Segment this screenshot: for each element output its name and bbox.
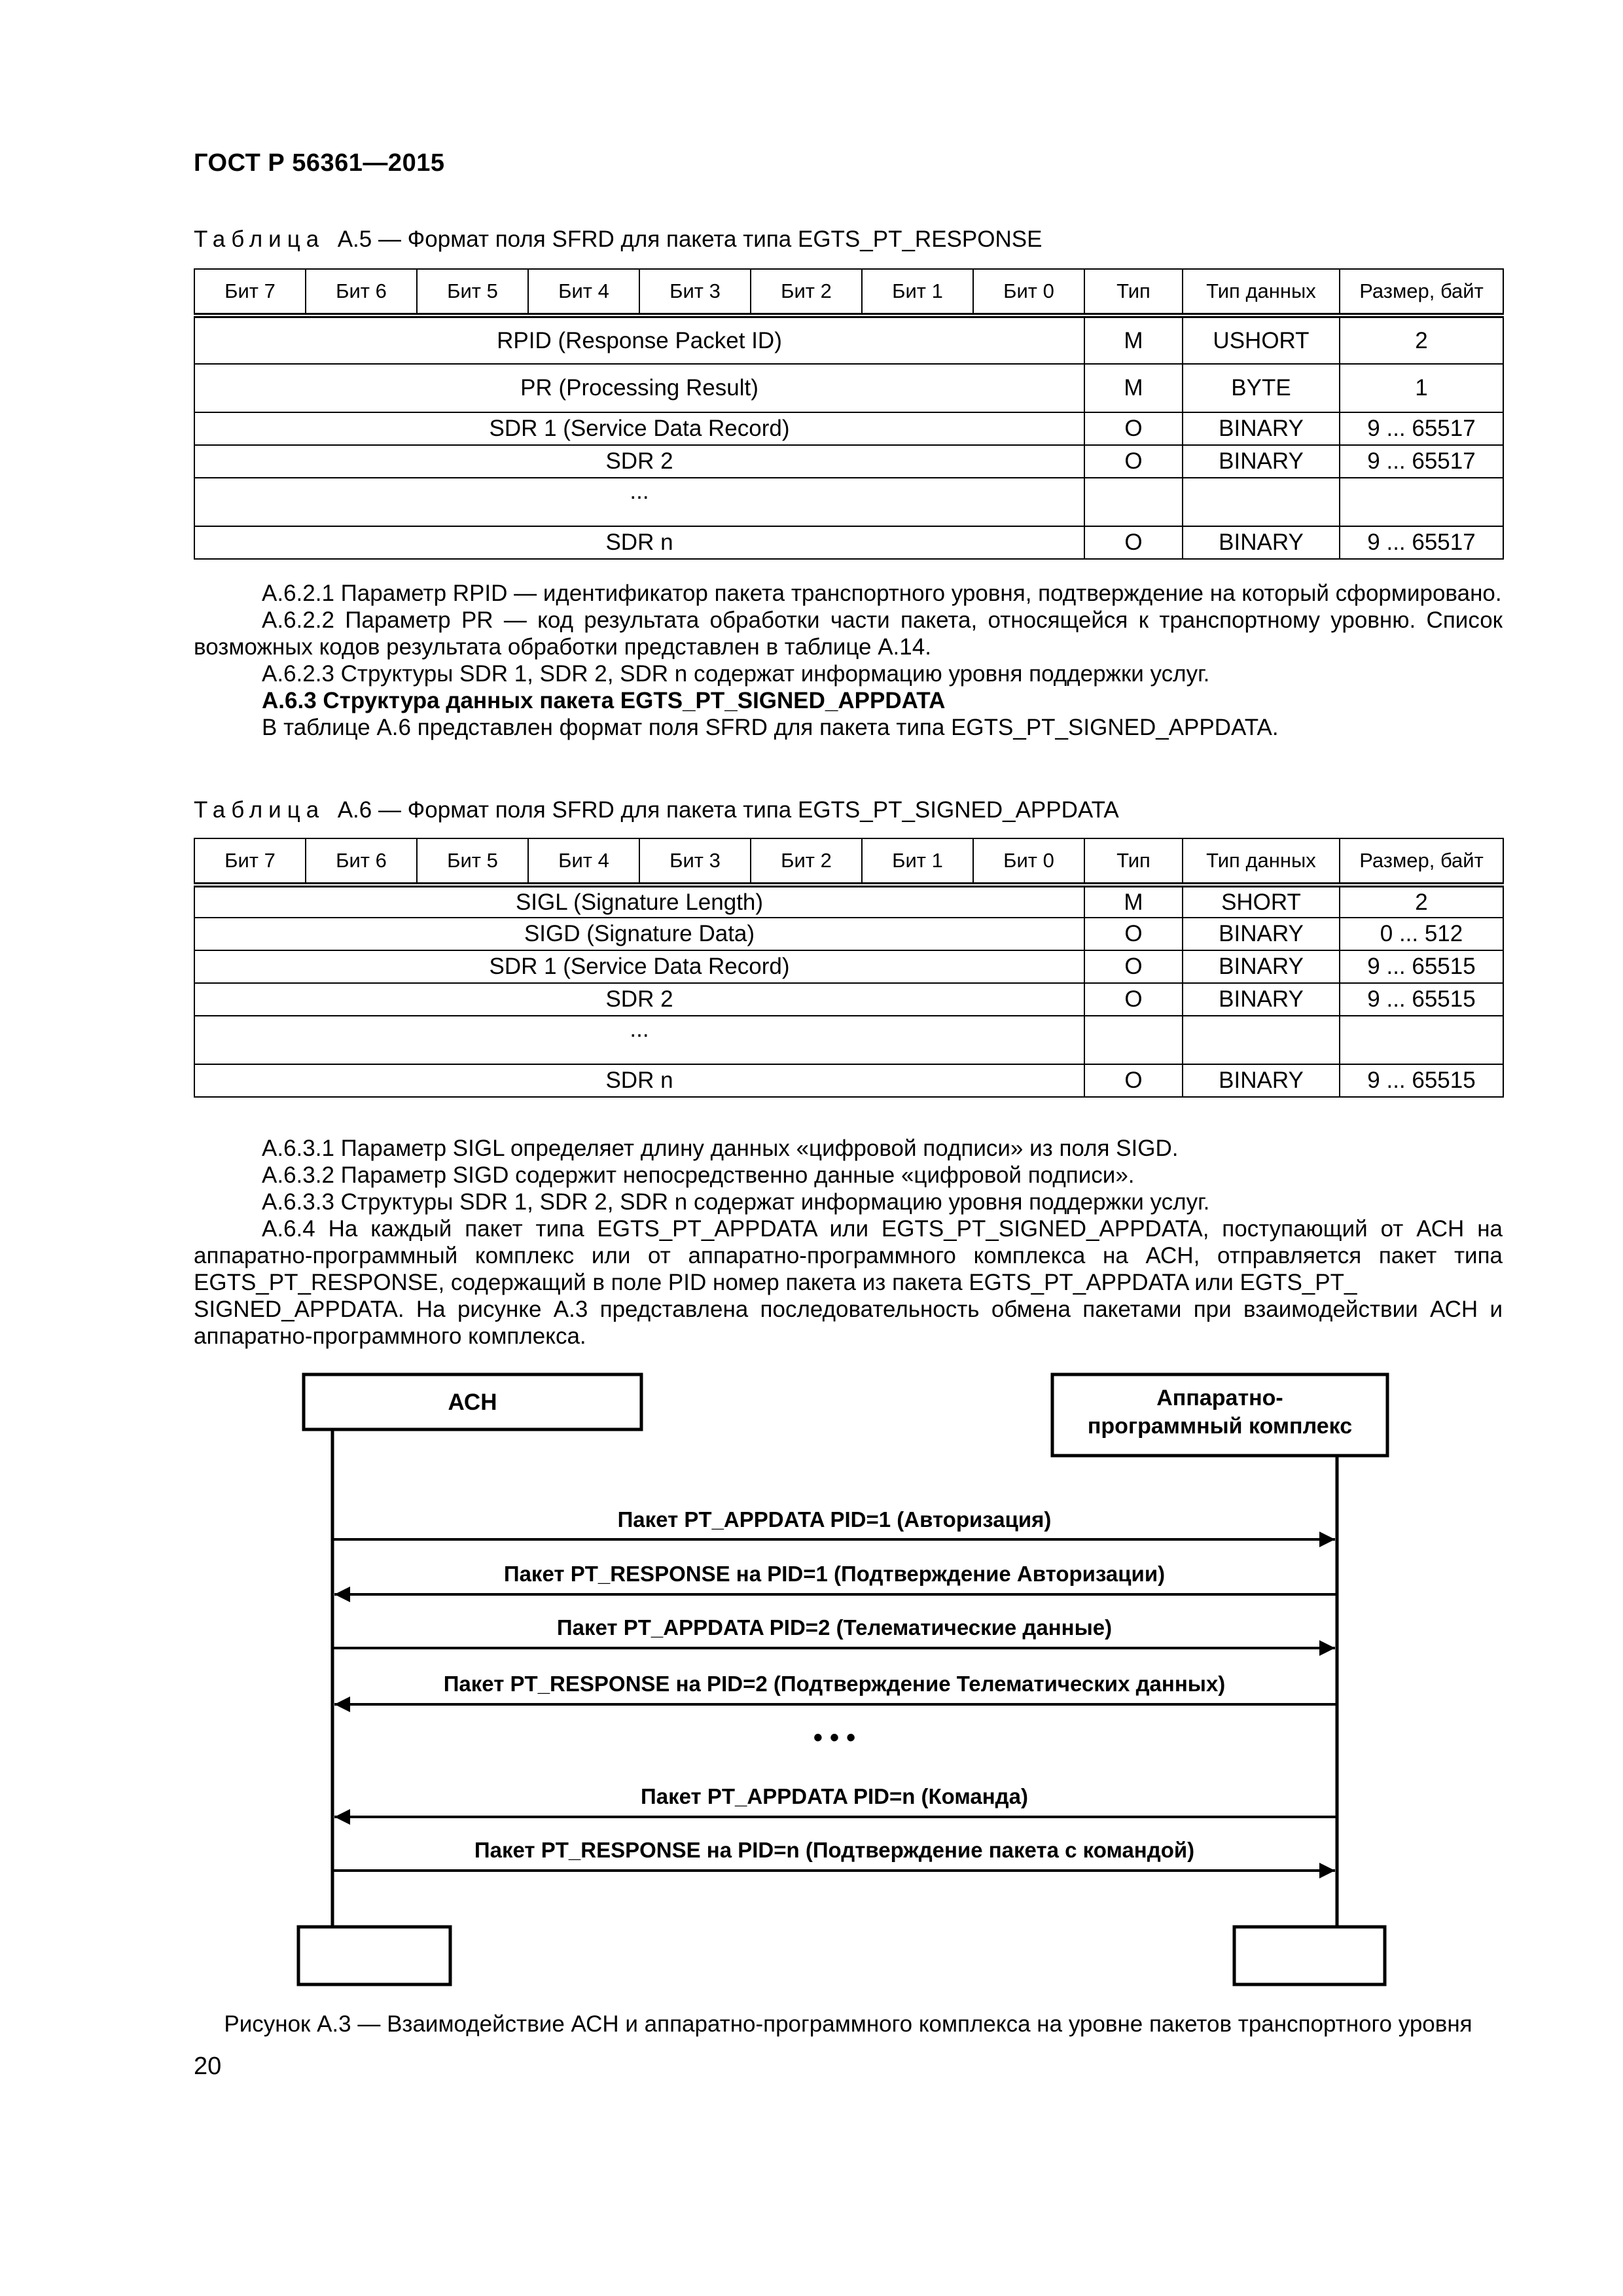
type-cell: O bbox=[1084, 445, 1183, 478]
table-header-cell: Бит 4 bbox=[528, 269, 639, 315]
field-cell: PR (Processing Result) bbox=[194, 364, 1084, 412]
table-header-cell: Бит 3 bbox=[639, 838, 751, 885]
paragraph: А.6.2.2 Параметр PR — код результата обработки части пакета, относящейся к транспортному уровню. Список возможных кодов результата обработки представлен в таблице А.14. bbox=[194, 607, 1503, 660]
size-cell: 2 bbox=[1340, 885, 1503, 918]
table-header-cell: Бит 2 bbox=[751, 269, 862, 315]
right-actor-label-line1: Аппаратно- bbox=[1156, 1386, 1283, 1410]
table-header-cell: Размер, байт bbox=[1340, 838, 1503, 885]
data-type-cell: BINARY bbox=[1183, 918, 1340, 950]
paragraph: А.6.2.3 Структуры SDR 1, SDR 2, SDR n содержат информацию уровня поддержки услуг. bbox=[262, 661, 1210, 687]
paragraph: А.6.3.2 Параметр SIGD содержит непосредственно данные «цифровой подписи». bbox=[262, 1162, 1135, 1188]
type-cell: O bbox=[1084, 412, 1183, 445]
table-header-cell: Бит 0 bbox=[973, 269, 1084, 315]
table-a6-caption-text: А.6 — Формат поля SFRD для пакета типа EGTS_PT_SIGNED_APPDATA bbox=[337, 797, 1119, 823]
data-type-cell: BINARY bbox=[1183, 412, 1340, 445]
field-cell: SDR 1 (Service Data Record) bbox=[194, 412, 1084, 445]
field-cell: ... bbox=[194, 1016, 1084, 1064]
paragraph: А.6.3.1 Параметр SIGL определяет длину данных «цифровой подписи» из поля SIGD. bbox=[262, 1136, 1179, 1161]
size-cell: 9 ... 65515 bbox=[1340, 983, 1503, 1016]
size-cell: 9 ... 65515 bbox=[1340, 950, 1503, 983]
table-header-cell: Бит 6 bbox=[306, 269, 417, 315]
table-a5-caption-label: Таблица bbox=[194, 226, 325, 252]
table-header-cell: Тип bbox=[1084, 838, 1183, 885]
type-cell: O bbox=[1084, 918, 1183, 950]
table-header-cell: Бит 4 bbox=[528, 838, 639, 885]
size-cell: 9 ... 65517 bbox=[1340, 412, 1503, 445]
ellipsis-marker: • • • bbox=[813, 1723, 856, 1752]
size-cell: 0 ... 512 bbox=[1340, 918, 1503, 950]
table-header-cell: Бит 2 bbox=[751, 838, 862, 885]
message-label: Пакет PT_RESPONSE на PID=n (Подтверждение пакета с командой) bbox=[474, 1838, 1195, 1862]
type-cell: M bbox=[1084, 885, 1183, 918]
data-type-cell: BINARY bbox=[1183, 1064, 1340, 1097]
left-terminal-box bbox=[298, 1927, 450, 1984]
size-cell: 9 ... 65517 bbox=[1340, 445, 1503, 478]
paragraph: В таблице А.6 представлен формат поля SFRD для пакета типа EGTS_PT_SIGNED_APPDATA. bbox=[262, 715, 1279, 740]
table-header-cell: Тип данных bbox=[1183, 838, 1340, 885]
document-header: ГОСТ Р 56361—2015 bbox=[194, 149, 445, 177]
table-header-cell: Бит 5 bbox=[417, 269, 528, 315]
table-header-cell: Бит 6 bbox=[306, 838, 417, 885]
table-header-cell: Бит 3 bbox=[639, 269, 751, 315]
table-header-cell: Бит 1 bbox=[862, 838, 973, 885]
table-header-cell: Бит 0 bbox=[973, 838, 1084, 885]
field-cell: ... bbox=[194, 478, 1084, 526]
left-actor-label: АСН bbox=[448, 1390, 497, 1415]
table-a6-caption-label: Таблица bbox=[194, 797, 325, 823]
field-cell: SIGD (Signature Data) bbox=[194, 918, 1084, 950]
message-label: Пакет PT_APPDATA PID=2 (Телематические данные) bbox=[556, 1615, 1113, 1640]
table-a5-caption-text: А.5 — Формат поля SFRD для пакета типа EGTS_PT_RESPONSE bbox=[337, 226, 1043, 252]
message-label: Пакет PT_APPDATA PID=1 (Авторизация) bbox=[617, 1507, 1052, 1532]
data-type-cell: SHORT bbox=[1183, 885, 1340, 918]
paragraph: А.6.3.3 Структуры SDR 1, SDR 2, SDR n содержат информацию уровня поддержки услуг. bbox=[262, 1189, 1210, 1215]
table-header-cell: Бит 1 bbox=[862, 269, 973, 315]
data-type-cell: BINARY bbox=[1183, 445, 1340, 478]
type-cell: O bbox=[1084, 526, 1183, 559]
right-terminal-box bbox=[1234, 1927, 1385, 1984]
field-cell: SDR 2 bbox=[194, 983, 1084, 1016]
section-heading: А.6.3 Структура данных пакета EGTS_PT_SIGNED_APPDATA bbox=[262, 688, 946, 713]
table-header-cell: Бит 7 bbox=[194, 269, 306, 315]
table-header-cell: Бит 7 bbox=[194, 838, 306, 885]
field-cell: SDR 1 (Service Data Record) bbox=[194, 950, 1084, 983]
message-label: Пакет PT_RESPONSE на PID=1 (Подтверждение Авторизации) bbox=[503, 1562, 1166, 1586]
type-cell: O bbox=[1084, 950, 1183, 983]
data-type-cell: USHORT bbox=[1183, 315, 1340, 364]
paragraph: А.6.2.1 Параметр RPID — идентификатор пакета транспортного уровня, подтверждение на который сформировано. bbox=[262, 581, 1502, 606]
right-actor-label-line2: программный комплекс bbox=[1087, 1414, 1353, 1439]
page-number: 20 bbox=[194, 2053, 222, 2080]
type-cell: M bbox=[1084, 315, 1183, 364]
size-cell: 2 bbox=[1340, 315, 1503, 364]
message-label: Пакет PT_RESPONSE на PID=2 (Подтверждение Телематических данных) bbox=[443, 1672, 1226, 1696]
size-cell: 9 ... 65515 bbox=[1340, 1064, 1503, 1097]
table-header-cell: Размер, байт bbox=[1340, 269, 1503, 315]
field-cell: RPID (Response Packet ID) bbox=[194, 315, 1084, 364]
field-cell: SDR n bbox=[194, 1064, 1084, 1097]
paragraph-continuation: SIGNED_APPDATA. На рисунке А.3 представлена последовательность обмена пакетами при взаимодействии АСН и аппаратно-программного комплекса. bbox=[194, 1297, 1503, 1349]
table-header-cell: Тип данных bbox=[1183, 269, 1340, 315]
type-cell: O bbox=[1084, 1064, 1183, 1097]
size-cell: 1 bbox=[1340, 364, 1503, 412]
field-cell: SDR n bbox=[194, 526, 1084, 559]
table-header-cell: Бит 5 bbox=[417, 838, 528, 885]
data-type-cell: BINARY bbox=[1183, 950, 1340, 983]
field-cell: SDR 2 bbox=[194, 445, 1084, 478]
data-type-cell: BINARY bbox=[1183, 526, 1340, 559]
type-cell: O bbox=[1084, 983, 1183, 1016]
type-cell: M bbox=[1084, 364, 1183, 412]
size-cell: 9 ... 65517 bbox=[1340, 526, 1503, 559]
figure-caption: Рисунок А.3 — Взаимодействие АСН и аппаратно-программного комплекса на уровне пакетов транспортного уровня bbox=[224, 2011, 1472, 2037]
message-label: Пакет PT_APPDATA PID=n (Команда) bbox=[641, 1784, 1028, 1808]
data-type-cell: BYTE bbox=[1183, 364, 1340, 412]
table-header-cell: Тип bbox=[1084, 269, 1183, 315]
field-cell: SIGL (Signature Length) bbox=[194, 885, 1084, 918]
data-type-cell: BINARY bbox=[1183, 983, 1340, 1016]
paragraph-text: А.6.4 На каждый пакет типа EGTS_PT_APPDATA или EGTS_PT_SIGNED_APPDATA, поступающий от АСН на аппаратно-программный комплекс или от аппаратно-программного комплекса на АСН, отправляется пакет типа EGTS_PT_RESPONSE, содержащий в поле PID номер пакета из пакета EGTS_PT_APPDATA или EGTS_PT_ bbox=[194, 1216, 1503, 1295]
